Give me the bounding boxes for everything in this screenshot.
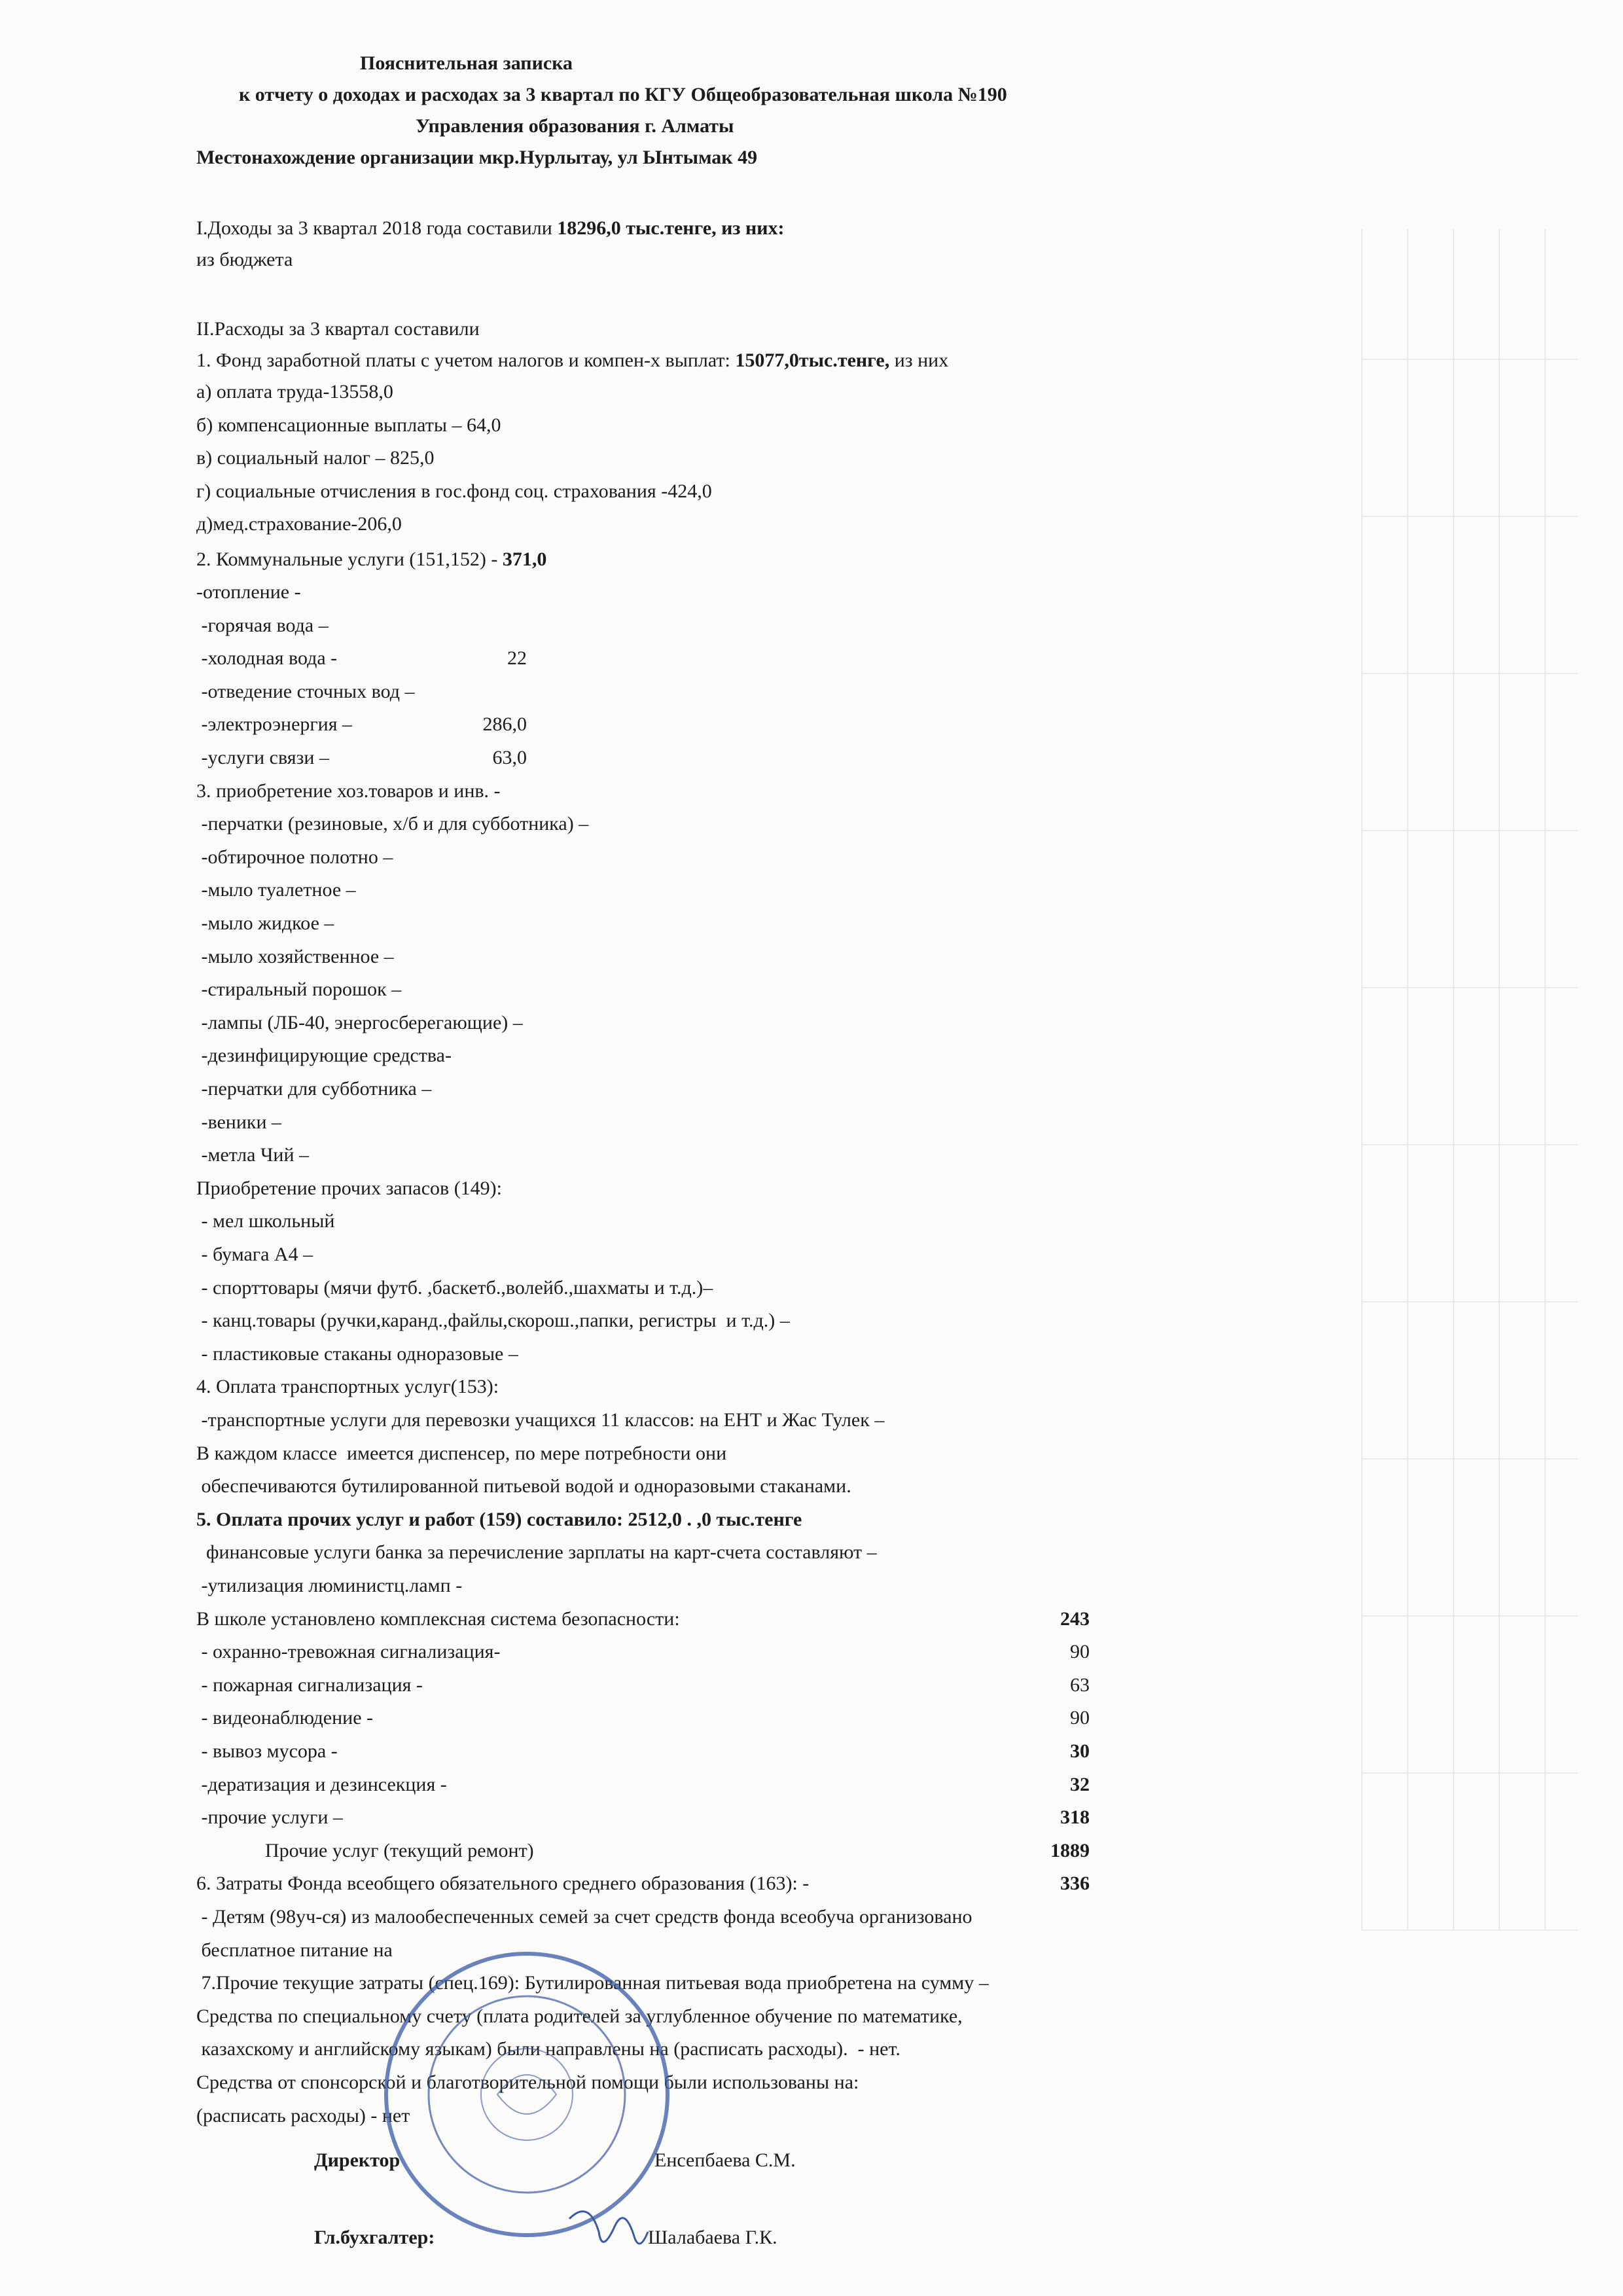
security-row-value: 63 [1070,1674,1090,1696]
fund-item: - Детям (98уч-ся) из малообеспеченных семей за счет средств фонда всеобуча организовано [196,1906,972,1928]
payroll-item: в) социальный налог – 825,0 [196,447,435,469]
document-title: Пояснительная записка [360,52,573,74]
stocks-item: - пластиковые стаканы одноразовые – [196,1342,518,1365]
utilities-line: 2. Коммунальные услуги (151,152) - 371,0 [196,548,547,570]
security-row-value: 1889 [1050,1839,1090,1861]
household-item: -обтирочное полотно – [196,846,393,868]
utility-value: 63,0 [492,747,527,768]
transport-item: -транспортные услуги для перевозки учащихся 11 классов: на ЕНТ и Жас Тулек – [196,1409,885,1431]
fund-item: Средства от спонсорской и благотворительной помощи были использованы на: [196,2072,859,2093]
utility-item: -услуги связи – [196,747,329,768]
stocks-heading: Приобретение прочих запасов (149): [196,1177,503,1199]
household-item: -мыло туалетное – [196,879,356,901]
household-item: -мыло жидкое – [196,912,334,934]
security-row-label: 6. Затраты Фонда всеобщего обязательного среднего образования (163): - [196,1873,810,1895]
payroll-item: д)мед.страхование-206,0 [196,513,402,535]
accountant-signature [563,2193,654,2265]
transport-heading: 4. Оплата транспортных услуг(153): [196,1376,499,1398]
director-name: Енсепбаева С.М. [654,2149,796,2171]
household-item: -стиральный порошок – [196,978,402,1001]
fund-item: 7.Прочие текущие затраты (спец.169): Бутилированная питьевая вода приобретена на сумму – [196,1972,989,1994]
show-through-table [1361,229,1577,1931]
utility-item: -электроэнергия – [196,713,353,736]
stocks-item: - бумага А4 – [196,1244,313,1265]
utility-item: -отведение сточных вод – [196,680,415,702]
household-item: -перчатки (резиновые, х/б и для субботника) – [196,813,589,835]
stocks-item: - мел школьный [196,1210,335,1232]
security-row-value: 90 [1070,1707,1090,1729]
other-services-item: финансовые услуги банка за перечисление зарплаты на карт-счета составляют – [196,1541,877,1564]
fund-item: Средства по специальному счету (плата родителей за углубленное обучение по математике, [196,2005,963,2027]
accountant-title: Гл.бухгалтер: [314,2227,435,2248]
director-title: Директор [314,2149,401,2171]
payroll-item: б) компенсационные выплаты – 64,0 [196,414,501,436]
household-item: -метла Чий – [196,1144,310,1166]
security-row-label: -прочие услуги – [196,1806,343,1829]
utility-value: 22 [507,647,527,670]
household-item: -перчатки для субботника – [196,1078,432,1100]
stocks-item: - канц.товары (ручки,каранд.,файлы,скорош.,папки, регистры и т.д.) – [196,1310,790,1332]
household-item: -мыло хозяйственное – [196,945,394,967]
income-source: из бюджета [196,249,293,270]
security-row-label: -дератизация и дезинсекция - [196,1773,447,1795]
transport-item: В каждом классе имеется диспенсер, по мере потребности они [196,1442,727,1464]
income-line: I.Доходы за 3 квартал 2018 года составили 18296,0 тыс.тенге, из них: [196,217,785,239]
document-subtitle: к отчету о доходах и расходах за 3 квартал по КГУ Общеобразовательная школа №190 [239,84,1007,105]
fund-item: (расписать расходы) - нет [196,2104,410,2126]
household-heading: 3. приобретение хоз.товаров и инв. - [196,780,501,802]
security-row-label: В школе установлено комплексная система безопасности: [196,1607,680,1630]
payroll-item: а) оплата труда-13558,0 [196,381,393,403]
accountant-name: Шалабаева Г.К. [648,2227,777,2248]
utility-item: -горячая вода – [196,614,329,636]
security-row-label: Прочие услуг (текущий ремонт) [196,1839,534,1861]
payroll-line: 1. Фонд заработной платы с учетом налогов и компен-х выплат: 15077,0тыс.тенге, из них [196,350,949,371]
household-item: -дезинфицирующие средства- [196,1045,452,1067]
security-row-value: 30 [1070,1740,1090,1762]
fund-item: бесплатное питание на [196,1939,393,1961]
utility-item: -холодная вода - [196,647,338,670]
security-row-label: - видеонаблюдение - [196,1707,374,1729]
security-row-value: 32 [1070,1773,1090,1795]
fund-item: казахскому и английскому языкам) были направлены на (расписать расходы). - нет. [196,2038,901,2060]
utility-value: 286,0 [482,713,527,736]
transport-item: обеспечиваются бутилированной питьевой водой и одноразовыми стаканами. [196,1475,851,1498]
household-item: -лампы (ЛБ-40, энергосберегающие) – [196,1011,523,1033]
security-row-value: 318 [1060,1806,1090,1829]
security-row-value: 336 [1060,1873,1090,1895]
other-services-heading: 5. Оплата прочих услуг и работ (159) составило: 2512,0 . ,0 тыс.тенге [196,1508,802,1530]
other-services-item: -утилизация люминистц.ламп - [196,1575,463,1596]
expenses-heading: II.Расходы за 3 квартал составили [196,318,480,340]
organization-name: Управления образования г. Алматы [416,115,734,137]
payroll-item: г) социальные отчисления в гос.фонд соц. страхования -424,0 [196,480,712,502]
security-row-value: 243 [1060,1607,1090,1630]
security-row-label: - охранно-тревожная сигнализация- [196,1641,501,1663]
stocks-item: - спорттовары (мячи футб. ,баскетб.,волейб.,шахматы и т.д.)– [196,1276,713,1299]
organization-location: Местонахождение организации мкр.Нурлытау, ул Ынтымак 49 [196,147,758,168]
security-row-label: - вывоз мусора - [196,1740,338,1762]
security-row-value: 90 [1070,1641,1090,1663]
security-row-label: - пожарная сигнализация - [196,1674,423,1696]
utility-item: -отопление - [196,581,301,603]
household-item: -веники – [196,1111,282,1133]
